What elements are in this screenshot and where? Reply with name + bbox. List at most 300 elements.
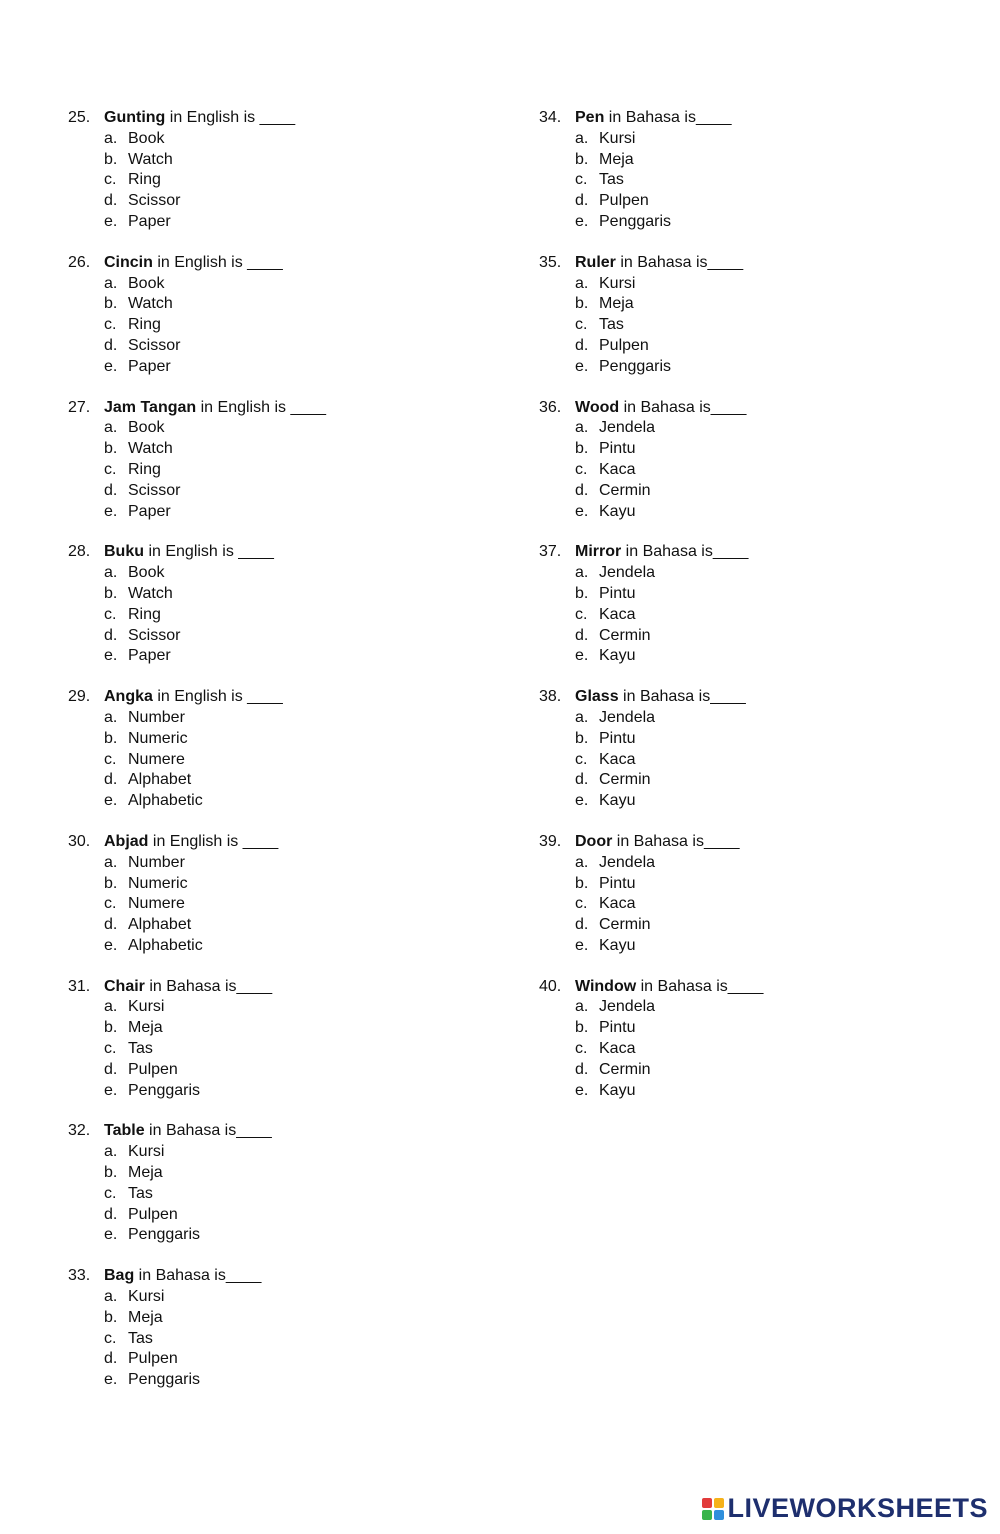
option-letter: d. xyxy=(575,1060,589,1078)
option-text: Pintu xyxy=(599,874,636,892)
option-letter: b. xyxy=(575,295,589,313)
option-letter: e. xyxy=(104,357,118,375)
option-text: Pulpen xyxy=(128,1060,178,1078)
option-letter: c. xyxy=(104,895,117,913)
question-text xyxy=(104,253,283,274)
option-text: Kaca xyxy=(599,1040,636,1058)
answer-options xyxy=(68,418,326,522)
option-letter: d. xyxy=(104,1350,118,1368)
question-item xyxy=(539,108,763,233)
answer-option xyxy=(104,191,326,212)
option-letter: a. xyxy=(575,708,589,726)
logo-block-icon xyxy=(702,1498,712,1508)
question-prompt xyxy=(539,542,763,563)
answer-option xyxy=(104,791,326,812)
answer-option xyxy=(575,729,763,750)
question-keyword: Chair xyxy=(104,977,145,995)
answer-option xyxy=(104,418,326,439)
option-text: Alphabetic xyxy=(128,936,203,954)
option-text: Number xyxy=(128,853,185,871)
answer-options xyxy=(539,129,763,233)
answer-option xyxy=(104,1163,326,1184)
option-text: Jendela xyxy=(599,564,656,582)
answer-option xyxy=(104,315,326,336)
question-item xyxy=(539,542,763,667)
option-text: Ring xyxy=(128,316,161,334)
option-text: Meja xyxy=(128,1019,163,1037)
answer-option xyxy=(104,1225,326,1246)
option-text: Cermin xyxy=(599,481,651,499)
question-suffix: in English is ____ xyxy=(196,398,327,416)
option-letter: b. xyxy=(104,1308,118,1326)
question-suffix: in English is ____ xyxy=(152,688,283,706)
answer-option xyxy=(104,1308,326,1329)
question-text xyxy=(575,108,732,129)
option-letter: e. xyxy=(104,1371,118,1389)
option-text: Ring xyxy=(128,171,161,189)
question-suffix: in Bahasa is____ xyxy=(619,398,747,416)
question-text xyxy=(575,977,763,998)
answer-option xyxy=(104,708,326,729)
option-letter: c. xyxy=(104,1329,117,1347)
option-letter: a. xyxy=(575,129,589,147)
answer-option xyxy=(104,481,326,502)
answer-option xyxy=(575,605,763,626)
option-text: Penggaris xyxy=(128,1081,201,1099)
question-number: 27. xyxy=(68,398,91,416)
option-text: Ring xyxy=(128,605,161,623)
question-keyword: Door xyxy=(575,832,613,850)
option-text: Alphabet xyxy=(128,916,192,934)
question-text xyxy=(104,542,274,563)
question-suffix: in English is ____ xyxy=(165,109,296,126)
option-text: Watch xyxy=(128,150,173,168)
option-letter: b. xyxy=(575,1019,589,1037)
answer-option xyxy=(575,1081,763,1102)
question-item xyxy=(68,253,326,378)
option-text: Kayu xyxy=(599,502,636,520)
option-letter: c. xyxy=(104,460,117,478)
option-text: Kursi xyxy=(128,1288,165,1306)
option-text: Numere xyxy=(128,895,185,913)
answer-option xyxy=(575,1060,763,1081)
option-text: Penggaris xyxy=(128,1226,201,1244)
question-number: 25. xyxy=(68,109,91,126)
option-letter: a. xyxy=(575,564,589,582)
answer-options xyxy=(68,853,326,957)
answer-option xyxy=(575,915,763,936)
answer-option xyxy=(575,315,763,336)
option-text: Scissor xyxy=(128,336,181,354)
question-text xyxy=(104,1121,272,1142)
answer-option xyxy=(575,563,763,584)
option-letter: d. xyxy=(575,771,589,789)
option-text: Numere xyxy=(128,750,185,768)
option-letter: a. xyxy=(104,274,118,292)
question-suffix: in Bahasa is____ xyxy=(621,543,749,561)
question-keyword: Mirror xyxy=(575,543,622,561)
option-letter: e. xyxy=(104,1081,118,1099)
option-text: Pintu xyxy=(599,440,636,458)
option-text: Penggaris xyxy=(599,212,672,230)
option-letter: e. xyxy=(104,792,118,810)
option-text: Alphabet xyxy=(128,771,192,789)
answer-options xyxy=(68,1142,326,1246)
answer-option xyxy=(104,770,326,791)
logo-block-icon xyxy=(702,1510,712,1520)
question-keyword: Gunting xyxy=(104,109,166,126)
question-text xyxy=(575,398,746,419)
option-letter: d. xyxy=(104,192,118,210)
answer-option xyxy=(575,481,763,502)
question-suffix: in Bahasa is____ xyxy=(144,977,273,995)
option-letter: e. xyxy=(575,212,589,230)
option-letter: e. xyxy=(575,1081,589,1099)
answer-options xyxy=(539,853,763,957)
question-item xyxy=(539,687,763,812)
option-text: Watch xyxy=(128,440,173,458)
question-suffix: in Bahasa is____ xyxy=(636,977,764,995)
question-item xyxy=(68,542,326,667)
answer-options xyxy=(68,997,326,1101)
option-text: Paper xyxy=(128,502,171,520)
option-letter: d. xyxy=(575,481,589,499)
answer-option xyxy=(575,791,763,812)
answer-option xyxy=(104,439,326,460)
question-text xyxy=(104,832,278,853)
answer-option xyxy=(104,584,326,605)
option-letter: c. xyxy=(575,895,588,913)
answer-option xyxy=(575,770,763,791)
option-letter: b. xyxy=(575,150,589,168)
answer-option xyxy=(575,502,763,523)
answer-option xyxy=(104,646,326,667)
answer-option xyxy=(104,357,326,378)
option-letter: d. xyxy=(104,481,118,499)
option-text: Kaca xyxy=(599,605,636,623)
option-text: Penggaris xyxy=(128,1371,201,1389)
question-keyword: Abjad xyxy=(104,832,149,850)
option-text: Meja xyxy=(128,1164,163,1182)
answer-option xyxy=(104,336,326,357)
option-letter: a. xyxy=(575,853,589,871)
option-text: Paper xyxy=(128,357,171,375)
answer-options xyxy=(68,708,326,812)
option-text: Kursi xyxy=(599,129,636,147)
question-prompt xyxy=(68,687,326,708)
option-text: Kayu xyxy=(599,792,636,810)
answer-option xyxy=(104,1370,326,1391)
answer-option xyxy=(575,708,763,729)
answer-option xyxy=(575,750,763,771)
option-text: Watch xyxy=(128,584,173,602)
option-text: Kaca xyxy=(599,895,636,913)
option-text: Pulpen xyxy=(599,336,649,354)
question-prompt xyxy=(539,687,763,708)
question-item xyxy=(68,1121,326,1246)
option-text: Cermin xyxy=(599,771,651,789)
option-letter: d. xyxy=(104,771,118,789)
question-prompt xyxy=(68,832,326,853)
question-number: 34. xyxy=(539,109,562,126)
option-text: Watch xyxy=(128,295,173,313)
option-letter: a. xyxy=(104,129,118,147)
question-text xyxy=(104,108,295,129)
question-suffix: in Bahasa is____ xyxy=(604,109,732,126)
option-letter: a. xyxy=(104,1143,118,1161)
answer-option xyxy=(575,997,763,1018)
option-letter: b. xyxy=(104,584,118,602)
answer-option xyxy=(104,150,326,171)
option-text: Jendela xyxy=(599,419,656,437)
answer-option xyxy=(575,150,763,171)
logo-blocks-icon xyxy=(702,1498,724,1520)
option-letter: a. xyxy=(104,708,118,726)
option-text: Number xyxy=(128,708,185,726)
answer-option xyxy=(575,439,763,460)
answer-option xyxy=(104,936,326,957)
option-text: Ring xyxy=(128,460,161,478)
question-prompt xyxy=(68,1266,326,1287)
question-prompt xyxy=(539,253,763,274)
question-keyword: Cincin xyxy=(104,253,153,271)
question-prompt xyxy=(68,977,326,998)
question-keyword: Glass xyxy=(575,688,619,706)
answer-options xyxy=(68,1287,326,1391)
option-text: Scissor xyxy=(128,192,181,210)
answer-option xyxy=(104,874,326,895)
option-text: Pintu xyxy=(599,584,636,602)
question-item xyxy=(539,253,763,378)
question-number: 38. xyxy=(539,688,562,706)
option-text: Meja xyxy=(128,1308,163,1326)
option-text: Tas xyxy=(599,171,624,189)
answer-option xyxy=(104,729,326,750)
answer-option xyxy=(104,1060,326,1081)
answer-option xyxy=(104,502,326,523)
answer-option xyxy=(575,129,763,150)
option-letter: b. xyxy=(104,874,118,892)
question-item xyxy=(539,398,763,523)
option-letter: a. xyxy=(104,1288,118,1306)
question-item xyxy=(68,687,326,812)
option-letter: c. xyxy=(575,605,588,623)
option-text: Kayu xyxy=(599,647,636,665)
option-letter: e. xyxy=(104,1226,118,1244)
option-letter: c. xyxy=(104,1184,117,1202)
option-letter: b. xyxy=(104,1164,118,1182)
question-keyword: Bag xyxy=(104,1267,135,1285)
question-text xyxy=(575,253,743,274)
question-item xyxy=(68,108,326,233)
answer-option xyxy=(104,294,326,315)
option-letter: b. xyxy=(104,440,118,458)
option-text: Book xyxy=(128,419,165,437)
option-text: Numeric xyxy=(128,729,188,747)
option-text: Cermin xyxy=(599,626,651,644)
option-text: Alphabetic xyxy=(128,792,203,810)
option-letter: e. xyxy=(104,936,118,954)
answer-option xyxy=(575,274,763,295)
option-letter: c. xyxy=(575,750,588,768)
left-question-column xyxy=(68,108,326,1411)
question-item xyxy=(68,832,326,957)
answer-option xyxy=(575,853,763,874)
answer-option xyxy=(104,894,326,915)
option-text: Kaca xyxy=(599,460,636,478)
option-letter: d. xyxy=(104,1205,118,1223)
option-letter: c. xyxy=(104,1040,117,1058)
question-number: 39. xyxy=(539,832,562,850)
option-letter: c. xyxy=(575,316,588,334)
logo-block-icon xyxy=(714,1510,724,1520)
option-text: Kaca xyxy=(599,750,636,768)
answer-option xyxy=(575,336,763,357)
question-number: 32. xyxy=(68,1122,91,1140)
option-letter: c. xyxy=(575,1040,588,1058)
question-number: 28. xyxy=(68,543,91,561)
answer-options xyxy=(539,997,763,1101)
option-text: Meja xyxy=(599,150,634,168)
option-text: Pulpen xyxy=(128,1205,178,1223)
option-text: Tas xyxy=(128,1184,153,1202)
liveworksheets-logo xyxy=(702,1493,988,1524)
option-text: Pintu xyxy=(599,1019,636,1037)
question-prompt xyxy=(68,542,326,563)
option-text: Kursi xyxy=(128,998,165,1016)
answer-option xyxy=(575,894,763,915)
answer-option xyxy=(104,170,326,191)
option-letter: e. xyxy=(104,647,118,665)
answer-option xyxy=(575,646,763,667)
answer-option xyxy=(104,1349,326,1370)
question-prompt xyxy=(68,108,326,129)
question-suffix: in Bahasa is____ xyxy=(144,1122,272,1140)
answer-options xyxy=(539,563,763,667)
answer-option xyxy=(104,274,326,295)
option-letter: e. xyxy=(575,647,589,665)
answer-option xyxy=(575,212,763,233)
question-prompt xyxy=(539,108,763,129)
answer-option xyxy=(104,1039,326,1060)
question-keyword: Pen xyxy=(575,109,605,126)
option-letter: b. xyxy=(104,729,118,747)
answer-option xyxy=(104,1184,326,1205)
option-text: Meja xyxy=(599,295,634,313)
answer-option xyxy=(575,626,763,647)
option-text: Tas xyxy=(599,316,624,334)
question-text xyxy=(104,1266,261,1287)
answer-option xyxy=(575,460,763,481)
option-letter: b. xyxy=(575,874,589,892)
option-text: Numeric xyxy=(128,874,188,892)
answer-option xyxy=(104,915,326,936)
question-keyword: Ruler xyxy=(575,253,616,271)
logo-text: LIVEWORKSHEETS xyxy=(727,1493,988,1523)
question-keyword: Angka xyxy=(104,688,153,706)
answer-option xyxy=(104,212,326,233)
option-text: Book xyxy=(128,129,165,147)
answer-options xyxy=(539,708,763,812)
option-text: Jendela xyxy=(599,998,656,1016)
answer-option xyxy=(104,1081,326,1102)
answer-option xyxy=(104,997,326,1018)
option-letter: e. xyxy=(575,357,589,375)
question-prompt xyxy=(539,977,763,998)
option-text: Pulpen xyxy=(128,1350,178,1368)
option-letter: d. xyxy=(575,336,589,354)
option-letter: c. xyxy=(104,316,117,334)
question-prompt xyxy=(68,398,326,419)
option-letter: a. xyxy=(575,998,589,1016)
logo-block-icon xyxy=(714,1498,724,1508)
question-number: 29. xyxy=(68,688,91,706)
question-number: 31. xyxy=(68,977,91,995)
option-letter: b. xyxy=(104,295,118,313)
option-text: Kayu xyxy=(599,1081,636,1099)
option-letter: c. xyxy=(575,460,588,478)
answer-option xyxy=(104,460,326,481)
answer-option xyxy=(575,1039,763,1060)
option-letter: a. xyxy=(104,419,118,437)
option-text: Pulpen xyxy=(599,192,649,210)
answer-option xyxy=(104,605,326,626)
option-text: Paper xyxy=(128,212,171,230)
question-keyword: Buku xyxy=(104,543,144,561)
answer-option xyxy=(575,294,763,315)
option-letter: e. xyxy=(575,792,589,810)
question-number: 30. xyxy=(68,832,91,850)
option-text: Penggaris xyxy=(599,357,672,375)
question-text xyxy=(104,977,272,998)
option-letter: d. xyxy=(104,336,118,354)
answer-option xyxy=(104,1329,326,1350)
option-letter: e. xyxy=(104,502,118,520)
question-keyword: Jam Tangan xyxy=(104,398,197,416)
question-text xyxy=(104,687,283,708)
option-text: Book xyxy=(128,564,165,582)
option-text: Tas xyxy=(128,1040,153,1058)
answer-option xyxy=(104,1205,326,1226)
question-prompt xyxy=(539,832,763,853)
option-text: Cermin xyxy=(599,916,651,934)
option-letter: b. xyxy=(104,1019,118,1037)
answer-option xyxy=(575,170,763,191)
answer-options xyxy=(539,274,763,378)
question-suffix: in Bahasa is____ xyxy=(612,832,740,850)
question-text xyxy=(575,687,746,708)
answer-options xyxy=(539,418,763,522)
option-text: Cermin xyxy=(599,1060,651,1078)
option-letter: b. xyxy=(575,729,589,747)
answer-options xyxy=(68,129,326,233)
question-suffix: in Bahasa is____ xyxy=(618,688,746,706)
option-text: Kursi xyxy=(599,274,636,292)
option-text: Tas xyxy=(128,1329,153,1347)
answer-option xyxy=(575,191,763,212)
question-suffix: in Bahasa is____ xyxy=(615,253,744,271)
answer-option xyxy=(575,584,763,605)
option-text: Kursi xyxy=(128,1143,165,1161)
question-prompt xyxy=(539,398,763,419)
answer-option xyxy=(104,563,326,584)
option-letter: a. xyxy=(104,853,118,871)
answer-option xyxy=(104,1018,326,1039)
question-text xyxy=(575,542,748,563)
question-number: 37. xyxy=(539,543,562,561)
answer-option xyxy=(104,1142,326,1163)
option-letter: e. xyxy=(575,936,589,954)
